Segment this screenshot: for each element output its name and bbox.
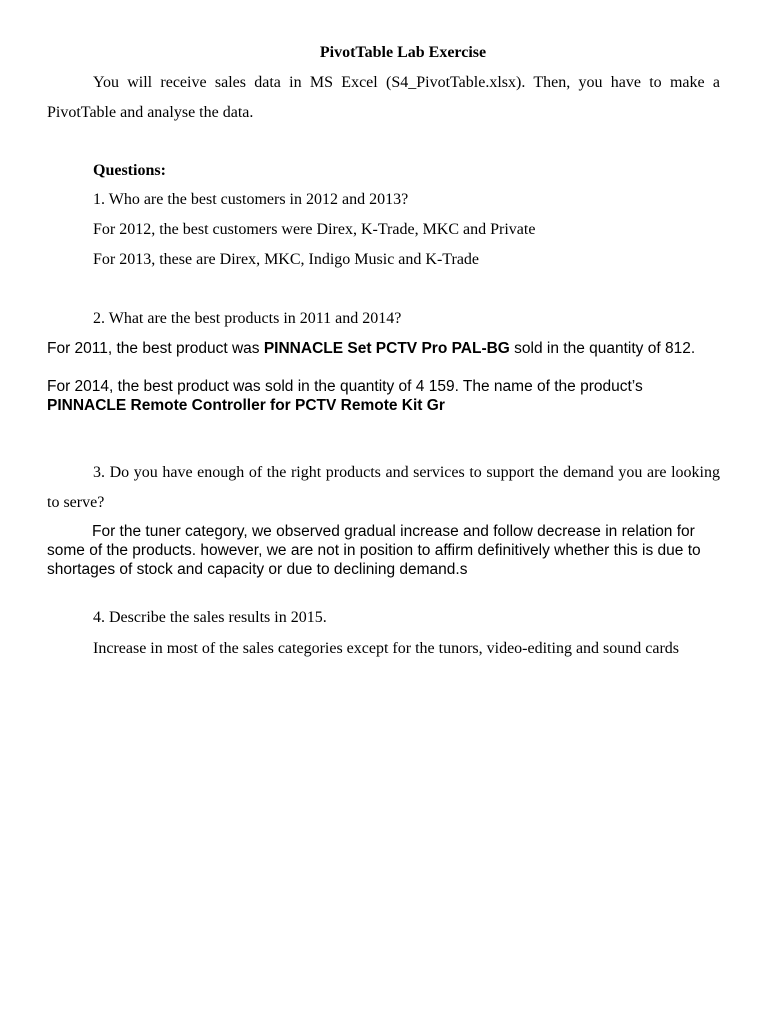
answer-4: Increase in most of the sales categories except for the tunors, video-editing and sound cards bbox=[93, 640, 680, 657]
question-3: 3. Do you have enough of the right products and services to support the demand you are looking to serve? bbox=[47, 464, 720, 511]
question-1: 1. Who are the best customers in 2012 and 2013? bbox=[93, 191, 409, 208]
answer-2-2011-text: For 2011, the best product was bbox=[47, 340, 264, 357]
answer-2-2014 bbox=[47, 377, 720, 415]
answer-2-2014-product: PINNACLE Remote Controller for PCTV Remote Kit Gr bbox=[47, 397, 445, 414]
document-title: PivotTable Lab Exercise bbox=[319, 44, 487, 61]
answer-2-2014-text: For 2014, the best product was sold in the quantity of 4 159. The name of the product’s bbox=[47, 378, 643, 395]
answer-2-2011 bbox=[47, 339, 720, 358]
question-4: 4. Describe the sales results in 2015. bbox=[93, 609, 327, 626]
document-page bbox=[47, 0, 720, 1024]
answer-3: For the tuner category, we observed gradual increase and follow decrease in relation for some of the products. however, we are not in position to affirm definitively whether this is due to shortages of stock and capacity or due to declining demand.s bbox=[47, 523, 701, 578]
question-2: 2. What are the best products in 2011 and 2014? bbox=[93, 310, 402, 327]
intro-paragraph: You will receive sales data in MS Excel (S4_PivotTable.xlsx). Then, you have to make a PivotTable and analyse the data. bbox=[47, 74, 720, 121]
answer-2-2011-product: PINNACLE Set PCTV Pro PAL-BG bbox=[263, 340, 510, 357]
questions-heading: Questions: bbox=[93, 162, 166, 179]
answer-1-2013: For 2013, these are Direx, MKC, Indigo Music and K-Trade bbox=[93, 251, 480, 268]
answer-1-2012: For 2012, the best customers were Direx, K-Trade, MKC and Private bbox=[93, 221, 536, 238]
answer-2-2011-quantity: sold in the quantity of 812. bbox=[509, 340, 696, 357]
